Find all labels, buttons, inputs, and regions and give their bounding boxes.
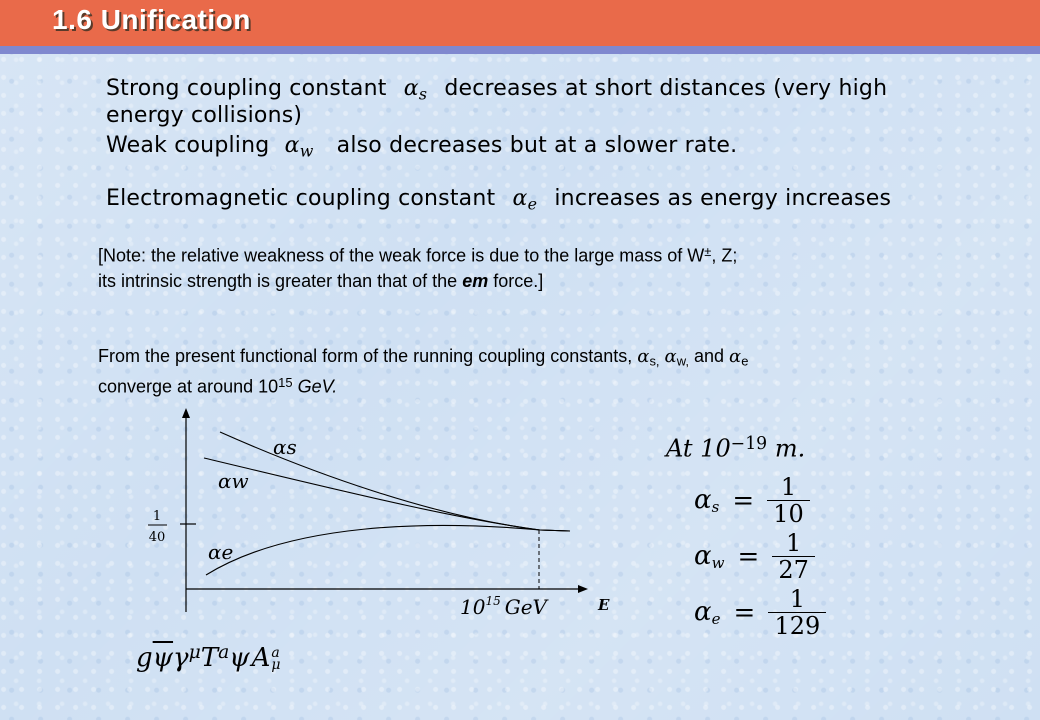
converge-line-1-pre: From the present functional form of the running coupling constants, — [98, 346, 638, 366]
eq-alpha-s-equals: = — [732, 485, 755, 516]
text-weak-coupling — [106, 133, 737, 164]
eq-alpha-s-den: 10 — [773, 500, 804, 528]
x-annotation: $10^{15}$ GeV — [460, 594, 547, 619]
equation-alpha-w — [694, 530, 815, 583]
x-axis-label: E — [598, 596, 610, 614]
label-alpha-e: αe — [208, 540, 234, 564]
lagrangian-gamma: γ — [173, 642, 189, 673]
converge-line-2-pre: converge at around 10 — [98, 376, 279, 397]
converge-exp-superscript: 15 — [278, 375, 293, 390]
label-alpha-w: αw — [218, 469, 249, 493]
converge-alpha-w: α — [664, 346, 677, 367]
eq-alpha-w-den: 27 — [778, 556, 809, 584]
converge-sub-s: s, — [649, 353, 660, 369]
equation-alpha-s — [694, 474, 810, 527]
converge-alpha-s: α — [637, 346, 650, 367]
converge-line-2 — [98, 371, 337, 398]
label-alpha-s: αs — [273, 435, 297, 459]
eq-alpha-s-num: 1 — [780, 473, 797, 501]
eq-alpha-e-den: 129 — [774, 612, 821, 640]
at-distance-label — [666, 434, 805, 462]
equation-alpha-e — [694, 586, 826, 639]
y-tick-label-den: 40 — [148, 530, 166, 545]
note-line-2 — [98, 269, 543, 293]
lagrangian-a-sup: a — [218, 642, 230, 663]
lagrangian-mu-sup: μ — [188, 642, 201, 663]
curve-alpha-w — [204, 458, 570, 531]
x-axis-arrowhead — [578, 585, 588, 593]
alpha-w-subscript: w — [299, 141, 314, 161]
note-pm-superscript: ± — [704, 244, 712, 259]
lagrangian-term — [136, 642, 281, 673]
eq-alpha-w-equals: = — [737, 541, 760, 572]
text-energy-collisions — [106, 103, 302, 129]
curve-alpha-e — [206, 525, 570, 575]
alpha-e-subscript: e — [527, 194, 538, 214]
lagrangian-g: g — [136, 642, 153, 673]
at-label-text: At 10 — [666, 434, 731, 463]
coupling-chart — [130, 408, 610, 638]
eq-alpha-s-fraction — [767, 474, 810, 527]
strong-coupling-pre: Strong coupling constant — [106, 76, 387, 101]
at-unit: m. — [774, 434, 806, 463]
note-line-2-post: force.] — [488, 271, 544, 291]
at-exponent: −19 — [730, 434, 768, 454]
converge-line-1 — [98, 344, 748, 374]
eq-alpha-e-equals: = — [733, 597, 756, 628]
lagrangian-A: A — [251, 642, 271, 673]
eq-alpha-e-symbol: α — [694, 597, 712, 627]
converge-sub-w: w, — [676, 353, 689, 369]
eq-alpha-w-sub: w — [711, 554, 725, 572]
weak-coupling-pre: Weak coupling — [106, 133, 270, 158]
note-line-2-pre: its intrinsic strength is greater than that of the — [98, 271, 463, 291]
eq-alpha-w-num: 1 — [786, 529, 802, 557]
converge-alpha-e: α — [729, 346, 742, 367]
alpha-s-symbol: α — [403, 76, 419, 101]
converge-sub-e: e — [741, 353, 749, 369]
eq-alpha-s-sub: s — [711, 498, 720, 516]
eq-alpha-e-num: 1 — [789, 585, 805, 613]
note-line-1-post: , Z; — [711, 245, 738, 266]
alpha-s-subscript: s — [418, 84, 428, 104]
strong-coupling-post: decreases at short distances (very high — [444, 76, 888, 101]
note-em-emphasis: em — [462, 271, 489, 291]
lagrangian-psibar: $\overline{\psi}$ — [152, 642, 174, 673]
y-axis-arrowhead — [182, 408, 190, 418]
weak-coupling-post: also decreases but at a slower rate. — [336, 133, 738, 158]
alpha-e-symbol: α — [512, 186, 528, 211]
eq-alpha-e-fraction — [768, 586, 826, 639]
energy-collisions-text: energy collisions) — [106, 103, 303, 128]
text-em-coupling — [106, 186, 891, 217]
converge-line-2-post: GeV. — [292, 376, 338, 397]
note-line-1-pre: [Note: the relative weakness of the weak force is due to the large mass of W — [98, 245, 705, 266]
lagrangian-psi: ψ — [229, 642, 250, 673]
em-coupling-pre: Electromagnetic coupling constant — [106, 186, 496, 211]
slide-title: 1.6 Unification — [52, 4, 251, 35]
header-accent-band — [0, 46, 1040, 54]
eq-alpha-w-symbol: α — [694, 541, 712, 571]
lagrangian-A-sup: a — [271, 644, 280, 661]
eq-alpha-e-sub: e — [711, 610, 721, 628]
y-tick-label-num: 1 — [152, 509, 162, 524]
em-coupling-post: increases as energy increases — [554, 186, 892, 211]
note-line-1 — [98, 240, 737, 267]
eq-alpha-s-symbol: α — [694, 485, 712, 515]
lagrangian-A-sub: μ — [271, 656, 281, 673]
lagrangian-A-indices — [271, 644, 281, 673]
converge-and: and — [693, 346, 725, 366]
slide-header-bar — [0, 0, 1040, 46]
lagrangian-T: T — [200, 642, 219, 673]
alpha-w-symbol: α — [284, 133, 300, 158]
eq-alpha-w-fraction — [772, 530, 815, 583]
